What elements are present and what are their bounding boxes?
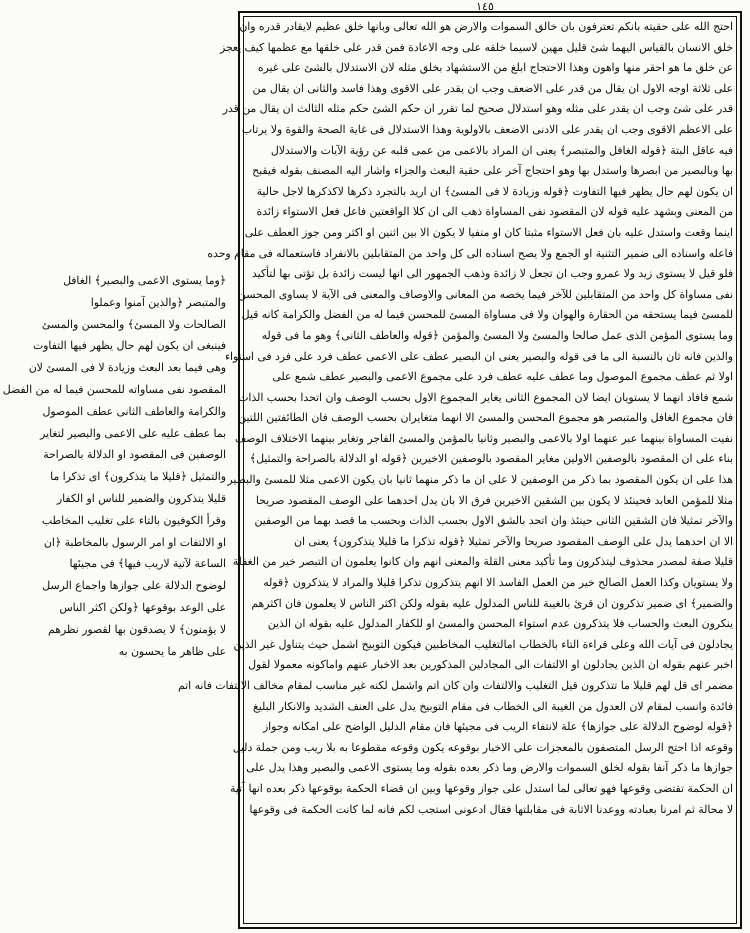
margin-line: فينبغى ان يكون لهم حال يظهر فيها التفاوت [33,339,226,353]
main-line: اخبر عنهم بقوله ان الذين يجادلون او الالتفات الى المجادلين المذكورين بعد الاخبار عنهم واماكونه معمولا لقول [248,658,733,672]
main-line: احتج الله على حقيته بانكم تعترفون بان خالق السموات والارض هو الله تعالى وبانها خلق عظيم لايقادر قدره وان [239,20,733,33]
main-line: ﴿قوله لوضوح الدلالة على جوازها﴾ علة لانتفاء الريب فى مجيئها فان مقام الدليل الواضح على امكانه وجواز [262,720,733,734]
margin-line: الصالحات ولا المسئ﴾ والمحسن والمسئ [41,317,226,331]
main-line: ينكرون البعث والحساب فلا يتذكرون عدم استواء المحسن والمسئ او للكفار المدلول عليه بقوله ان الذين [267,617,733,631]
main-line: فلو قيل لا يستوى زيد ولا عمرو وجب ان تجعل لا زائدة وذهب الجمهور الى انها ليست زائدة بل تؤتى بها لتأكيد [251,267,733,281]
margin-line: لوضوح الدلالة على جوازها واجماع الرسل [42,579,226,593]
main-line: من المعنى وبشهد عليه قوله لان المقصود نفى المساواة ذهب الى ان كلا الواقعتين فاعل فعل الاستواء زائدة [256,205,733,219]
margin-line: على الوعد بوقوعها ﴿ولكن اكثر الناس [59,600,226,614]
margin-line: على ظاهر ما يحسون به [118,644,226,658]
main-line: والآخر تمثيلا فان الشقين الثانى حينئذ وان اتحد بالشق الاول بحسب الذات وبحسب ما قصد بهما من الوصفين [254,514,733,528]
main-line: بناء على ان المقصود بالوصفين الاولين مغاير المقصود بالوصفين الاخيرين ﴿قوله او الدلالة بالصراحة والتمثيل﴾ [249,452,733,466]
margin-line: والتمثيل ﴿قليلا ما يتذكرون﴾ اى تذكرا ما [50,470,226,484]
main-line: هذا على ان يكون المقصود بما ذكر من الوصفين لا على ان ما ذكر منهما ثانيا بان يكون الاعمى مثلا للمسئ والبصير [227,473,733,487]
main-line: ولا يستويان وكذا العمل الصالح خير من العمل الفاسد الا انهم يتذكرون تذكرا قليلا والمراد لا يتذكرون ﴿قوله [263,576,733,590]
main-line: اولا ثم عطف مجموع الموصول وما عطف عليه عطف فرد على مجموع الاعمى والبصير عطف شمع على [272,370,733,384]
main-line: والذين فانه ثان بالنسبة الى ما فى قوله والبصير يعنى ان البصير عطف على الاعمى عطف فرد على فرد فى استواء [224,349,733,363]
page-number: ١٤٥ [476,0,494,13]
main-line: وقوعه اذا احتج الرسل المتصفون بالمعجزات على الاخبار بوقوعه يكون وقوعه مقطوعا به بلا ريب ومن جملة دليل [232,740,733,754]
margin-line: قليلا يتذكرون والضمير للناس او الكفار [56,491,226,505]
margin-line: الساعة لآتية لاريب فيها﴾ فى مجيئها [69,557,226,571]
margin-line: والكرامة والعاطف الثانى عطف الموصول [42,404,226,418]
main-line: فاعله واسناده الى ضمير التثنية او الجمع ولا يصح اسناده الى كل واحد من المتقابلين بالانفراد فاستعماله فى مقام وحده [207,246,733,260]
margin-line: ﴿وما يستوى الاعمى والبصير﴾ الغافل [63,274,226,287]
main-line: مثلا للمؤمن العابد فحينئذ لا يكون بين الشقين الاخيرين فرق الا بان يدل احدهما على الوصف المقصود صريحا [255,493,733,507]
main-line: ان يكون لهم حال يظهر فيها التفاوت ﴿قوله وزيادة لا فى المسئ﴾ ان اريد بالتجرد ذكرها لاكذكرها لاجل حالية [256,184,733,198]
margin-line: والمتبصر ﴿والذين آمنوا وعملوا [90,295,226,309]
margin-line: بما عطف عليه على الاعمى والبصير لتغاير [40,426,226,440]
main-line: والضمير﴾ اى ضمير تذكرون ان قرئ بالغيبة للناس المدلول عليه بقوله ولكن اكثر الناس لا يعلمون فان اكثرهم [251,596,733,610]
margin-line: الوصفين فى المقصود او الدلالة بالصراحة [43,448,226,462]
main-line: اينما وقعت واستدل عليه بان فعل الاستواء مثبتا كان او منفيا لا يكون الا بين اثنين او اكثر ومن جوز العطف على [244,225,733,239]
main-line: نفى مساواة كل واحد من المتقابلين للآخر فيما يخصه من المعانى والاوصاف والمعنى فى الآية لا يساوى المحسن [238,287,733,301]
main-commentary-text [177,17,733,923]
main-line: قدر على شئ وجب ان يقدر على مثله وهو استدلال صحيح لما تقرر ان حكم الشئ حكم مثله الثالث ان يقال من قدر [222,102,733,116]
main-line: عن خلق ما هو احقر منها واهون وهذا الاحتجاج ابلغ من الاستشهاد بخلق مثله لان الاستدلال بالشئ على غيره [257,61,733,75]
margin-line: وهى فيما بعد البعث وزيادة لا فى المسئ لان [28,361,226,375]
main-line: مضمر اى قل لهم قليلا ما تتذكرون قيل التغليب والالتفات وان كان اتم واشمل لكنه غير مناسب لمقام مخالف الالتفات فانه اتم [177,679,733,692]
main-line: وما يستوى المؤمن الذى عمل صالحا والمسئ ولا المسئ والمؤمن ﴿قوله والعاطف الثانى﴾ وهو ما فى قوله [261,328,733,342]
main-line: فان مجموع الغافل والمتبصر هو مجموع المحسن والمسئ الا انهما متغايران بحسب الوصف فان الطائفتين اللتين [238,411,733,425]
margin-line: او الالتفات او امر الرسول بالمخاطبة ﴿ان [43,535,226,549]
main-line: قليلا صفة لمصدر محذوف ليتذكرون وما تأكيد معنى القلة والمعنى انهم وان كانوا يعلمون ان التبصر خير من الغفلة [232,555,733,569]
main-line: خلق الانسان بالقياس اليهما شئ قليل مهين لاسيما خلقه على وجه الاعادة فمن قدر على خلقها مع عظمها كيف يعجز [219,40,733,54]
main-line: يجادلون فى آيات الله وعلى قراءة التاء بالخطاب امالتغليب المخاطبين فيكون التوبيخ اشمل حيث يتناول غير الذين [233,637,733,651]
main-line: فائدة وانسب لمقام لان العدول من الغيبة الى الخطاب فى مقام التوبيخ يدل على العنف الشديد والانكار البليغ [253,699,733,713]
main-line: على ثلاثة اوجه الاول ان يقال من قدر على الاضعف وجب ان يقدر على الاقوى وهذا فاسد والثانى ان يقال من [252,81,733,95]
main-line: بها وبالبصير من ابصرها واستدل بها وهو احتجاج آخر على حقية البعث والجزاء واشار اليه المصنف بقوله فيقبح [252,164,733,178]
main-line: للمسئ فيما يستحقه من الحقارة والهوان ولا فى مساواة المسئ للمحسن فيما له من الفضل والكرامة كانه قيل [241,308,733,322]
margin-line: وقرأ الكوفيون بالتاء على تغليب المخاطب [41,513,226,527]
main-line: على الاعظم الاقوى وجب ان يقدر على الادنى الاضعف بالاولوية وهذا الاستدلال فى غاية الصحة والقوة ولا يرتاب [241,122,733,136]
marginal-gloss-text [2,270,226,700]
margin-line: لا يؤمنون﴾ لا يصدقون بها لقصور نظرهم [48,622,226,636]
margin-line: المقصود نفى مساواته للمحسن فيما له من الفضل [2,382,226,396]
main-line: لا محالة ثم امرنا بعبادته ووعدنا الاثابة فى مقابلتها فقال ادعونى استجب لكم فانه لما كانت الحكمة فى وقوعها [249,802,733,816]
main-line: نفيت المساواة بينهما عبر عنهما اولا بالاعمى والبصير وثانيا بالمؤمن والمسئ الفاجر وتغاير بينهما الاختلاف الوصف [234,431,733,445]
main-line: فيه عاقل البتة ﴿قوله الغافل والمتبصر﴾ يعنى ان المراد بالاعمى من عمى قلبه عن رؤية الآيات والاستدلال [270,143,733,157]
main-line: شمع فافاد انهما لا يستويان ايضا لان المجموع الثانى يغاير المجموع الاول بحسب الوصف وان اتحدا بحسب الذات [238,390,733,404]
main-line: جوازها ما ذكر آنفا بقوله لخلق السموات والارض وما ذكر بعده بقوله وما يستوى الاعمى والبصير وهذا يدل على [246,761,733,775]
main-line: ان الحكمة تقتضى وقوعها فهو تعالى لما استدل على جواز وقوعها وبين ان قضاء الحكمة بوقوعها ذكر بعده انها آتية [230,781,733,795]
main-line: الا ان احدهما يدل على الوصف المقصود صريحا والآخر تمثيلا ﴿قوله تذكرا ما قليلا يتذكرون﴾ يعنى ان [294,534,733,548]
